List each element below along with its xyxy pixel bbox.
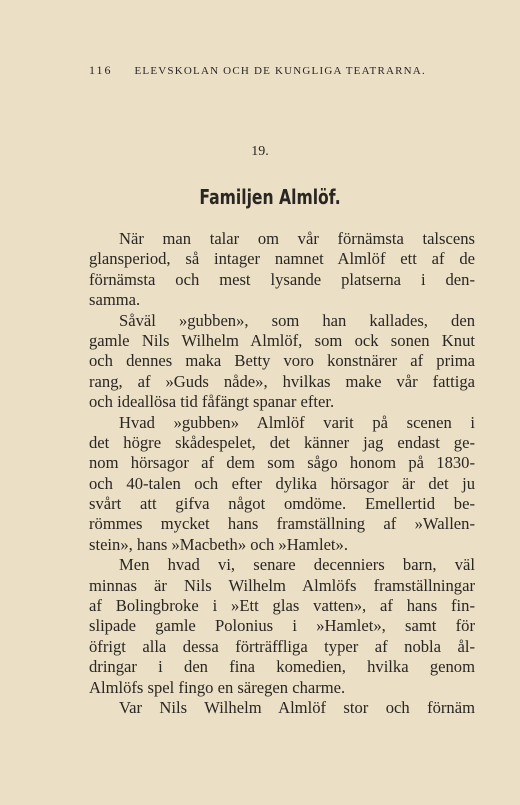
text-line: Var Nils Wilhelm Almlöf stor och förnäm <box>119 697 475 717</box>
text-line: öfrigt alla dessa förträffliga typer af nobla ål- <box>89 636 475 656</box>
text-line: och dennes maka Betty voro konstnärer af prima <box>89 351 475 371</box>
text-line: gamle Nils Wilhelm Almlöf, som ock sonen Knut <box>89 330 475 350</box>
text-line: römmes mycket hans framställning af »Wallen- <box>89 514 475 534</box>
text-line: glansperiod, så intager namnet Almlöf ett af de <box>89 249 475 269</box>
text-line: När man talar om vår förnämsta talscens <box>119 229 475 248</box>
running-title: ELEVSKOLAN OCH DE KUNGLIGA TEATRARNA. <box>134 65 426 77</box>
text-line: stein», hans »Macbeth» och »Hamlet». <box>89 534 348 554</box>
text-line: Såväl »gubben», som han kallades, den <box>119 310 475 330</box>
text-line: af Bolingbroke i »Ett glas vatten», af hans fin- <box>89 596 475 616</box>
chapter-title: Familjen Almlöf. <box>199 185 341 209</box>
text-line: Almlöfs spel fingo en säregen charme. <box>89 677 346 697</box>
text-line: svårt att gifva något omdöme. Emellertid be- <box>89 494 475 514</box>
running-header <box>89 63 434 78</box>
text-line: minnas är Nils Wilhelm Almlöfs framställningar <box>89 575 475 595</box>
text-line: och 40-talen och efter dylika hörsagor är det ju <box>89 473 475 493</box>
body-text <box>89 229 475 718</box>
text-line: rang, af »Guds nåde», hvilkas make vår fattiga <box>89 371 475 391</box>
text-line: slipade gamle Polonius i »Hamlet», samt för <box>89 616 475 636</box>
text-line: samma. <box>89 290 141 310</box>
text-line: dringar i den fina komedien, hvilka genom <box>89 657 475 677</box>
text-line: Hvad »gubben» Almlöf varit på scenen i <box>119 412 475 432</box>
text-line: nom hörsagor af dem som sågo honom på 1830- <box>89 453 475 473</box>
chapter-number: 19. <box>251 144 269 159</box>
text-line: det högre skådespelet, det känner jag endast ge- <box>89 432 475 452</box>
text-line: och ideallösa tid fåfängt spanar efter. <box>89 392 335 412</box>
page-number: 116 <box>89 63 113 77</box>
text-line: förnämsta och mest lysande platserna i den- <box>89 269 475 289</box>
text-line: Men hvad vi, senare decenniers barn, väl <box>119 555 475 575</box>
